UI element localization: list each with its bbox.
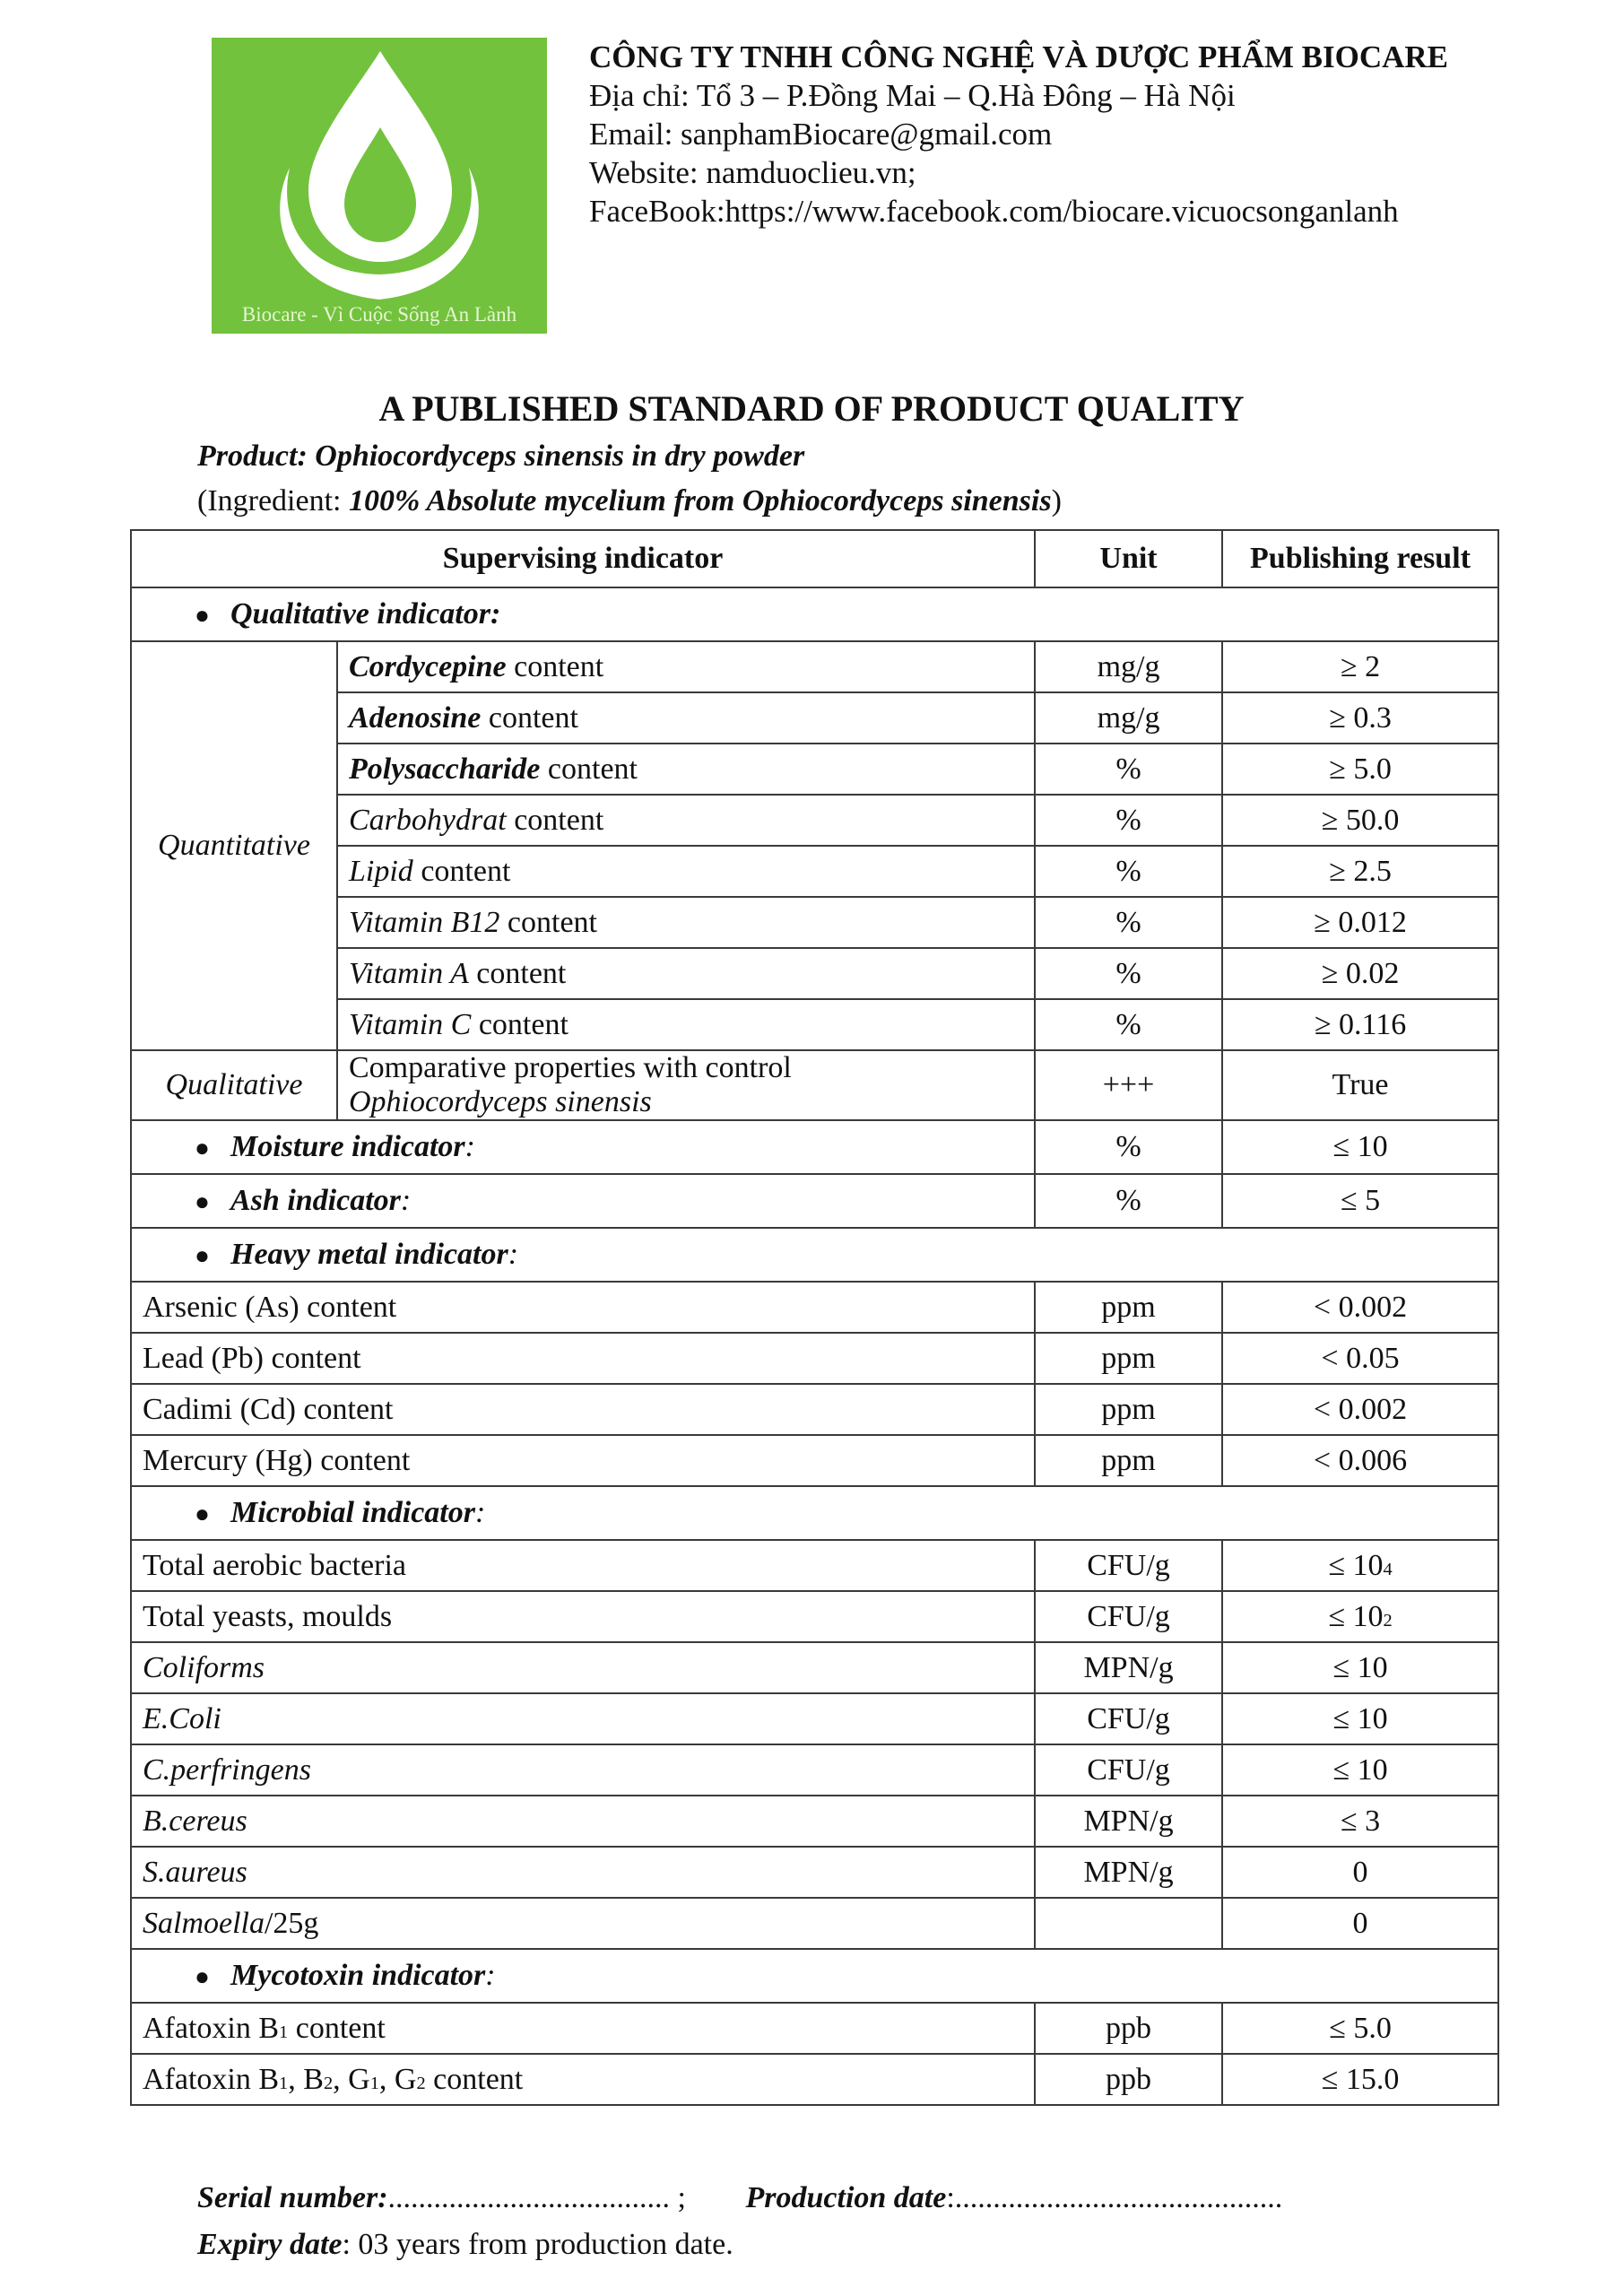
unit-cell: CFU/g: [1035, 1693, 1222, 1744]
company-facebook: FaceBook:https://www.facebook.com/biocare.vicuocsonganlanh: [589, 194, 1399, 229]
result-cell: ≥ 2.5: [1222, 846, 1498, 897]
microbial-row: [131, 1591, 1498, 1642]
unit-cell: CFU/g: [1035, 1744, 1222, 1796]
indicator-name: E.Coli: [143, 1701, 221, 1735]
indicator-text: , G: [333, 2062, 370, 2096]
document-title: A PUBLISHED STANDARD OF PRODUCT QUALITY: [378, 388, 1245, 429]
ingredient-value: 100% Absolute mycelium from Ophiocordyceps sinensis: [349, 484, 1052, 517]
serial-production-line: [197, 2181, 1282, 2215]
moisture-result: ≤ 10: [1222, 1120, 1498, 1174]
table-header-row: [131, 530, 1498, 587]
section-label: Microbial indicator: [230, 1496, 475, 1529]
section-label: Ash indicator: [230, 1184, 401, 1217]
qualitative-description: [337, 1050, 1035, 1120]
unit-cell: mg/g: [1035, 692, 1222, 744]
indicator-text: , G: [378, 2062, 417, 2096]
unit-cell: %: [1035, 846, 1222, 897]
moisture-unit: %: [1035, 1120, 1222, 1174]
ingredient-line: [197, 484, 1062, 518]
unit-cell: CFU/g: [1035, 1540, 1222, 1591]
subscript: 1: [369, 2073, 379, 2093]
unit-cell: %: [1035, 897, 1222, 948]
microbial-row: [131, 1540, 1498, 1591]
section-heavy-metal: [131, 1228, 1498, 1282]
result-cell: [1222, 1796, 1498, 1847]
result-cell: [1222, 1642, 1498, 1693]
indicator-text: content: [425, 2062, 524, 2096]
indicator-name: Arsenic (As) content: [131, 1282, 1035, 1333]
subscript: 2: [323, 2073, 334, 2093]
indicator-name-cell: [131, 2054, 1035, 2105]
serial-label: Serial number:: [197, 2181, 388, 2214]
header-indicator: Supervising indicator: [131, 530, 1035, 587]
indicator-suffix: content: [540, 752, 638, 786]
bullet-icon: ●: [195, 1963, 210, 1991]
expiry-line: [197, 2228, 733, 2262]
indicator-name-cell: [337, 897, 1035, 948]
indicator-name: Adenosine: [349, 700, 482, 735]
company-info: [589, 38, 1448, 230]
heavy-metal-row: [131, 1384, 1498, 1435]
unit-cell: ppb: [1035, 2003, 1222, 2054]
unit-cell: [1035, 1898, 1222, 1949]
result-cell: ≥ 0.116: [1222, 999, 1498, 1050]
section-mycotoxin: [131, 1949, 1498, 2003]
water-drop-icon: [212, 38, 547, 334]
indicator-suffix: content: [506, 649, 604, 683]
bullet-icon: ●: [195, 602, 210, 630]
result-base: ≤ 10: [1328, 1548, 1384, 1582]
qualitative-row: [131, 1050, 1498, 1120]
indicator-suffix: content: [499, 905, 597, 939]
indicator-name-cell: [131, 1591, 1035, 1642]
mycotoxin-row: [131, 2003, 1498, 2054]
indicator-name: Coliforms: [143, 1650, 265, 1684]
company-logo: [212, 38, 547, 334]
indicator-name: Lead (Pb) content: [131, 1333, 1035, 1384]
result-cell: < 0.002: [1222, 1384, 1498, 1435]
unit-cell: ppb: [1035, 2054, 1222, 2105]
result-cell: ≥ 0.3: [1222, 692, 1498, 744]
result-cell: [1222, 1591, 1498, 1642]
quantitative-row: [131, 641, 1498, 692]
result-cell: < 0.006: [1222, 1435, 1498, 1486]
microbial-row: [131, 1847, 1498, 1898]
section-label: Mycotoxin indicator: [230, 1959, 486, 1992]
indicator-name: Salmoella: [143, 1906, 265, 1940]
expiry-label: Expiry date: [197, 2228, 343, 2261]
unit-cell: MPN/g: [1035, 1847, 1222, 1898]
indicator-name-cell: [131, 1847, 1035, 1898]
indicator-name: B.cereus: [143, 1804, 247, 1838]
result-cell: ≥ 5.0: [1222, 744, 1498, 795]
company-address: Địa chỉ: Tổ 3 – P.Đồng Mai – Q.Hà Đông – Hà Nội: [589, 78, 1236, 113]
indicator-name-cell: [337, 744, 1035, 795]
result-cell: ≥ 50.0: [1222, 795, 1498, 846]
serial-value: ..................................... ;: [387, 2181, 686, 2214]
result-base: ≤ 10: [1332, 1650, 1388, 1684]
indicator-name-cell: [131, 1642, 1035, 1693]
indicator-suffix: /25g: [264, 1906, 319, 1940]
indicator-name-cell: [131, 1898, 1035, 1949]
indicator-text: , B: [288, 2062, 324, 2096]
microbial-row: [131, 1642, 1498, 1693]
bullet-icon: ●: [195, 1188, 210, 1216]
indicator-name-cell: [337, 999, 1035, 1050]
section-colon: :: [508, 1238, 519, 1271]
result-exponent: 4: [1383, 1559, 1393, 1579]
unit-cell: mg/g: [1035, 641, 1222, 692]
result-base: ≤ 10: [1332, 1701, 1388, 1735]
result-cell: < 0.05: [1222, 1333, 1498, 1384]
result-cell: ≥ 0.02: [1222, 948, 1498, 999]
unit-cell: %: [1035, 948, 1222, 999]
result-cell: < 0.002: [1222, 1282, 1498, 1333]
company-name: CÔNG TY TNHH CÔNG NGHỆ VÀ DƯỢC PHẨM BIOCARE: [589, 39, 1449, 74]
production-value: :...........................................: [946, 2181, 1283, 2214]
heavy-metal-row: [131, 1435, 1498, 1486]
indicator-suffix: content: [471, 1007, 568, 1041]
result-base: 0: [1352, 1855, 1368, 1889]
unit-cell: %: [1035, 999, 1222, 1050]
unit-cell: ppm: [1035, 1333, 1222, 1384]
indicator-name: Mercury (Hg) content: [131, 1435, 1035, 1486]
section-moisture: [131, 1120, 1498, 1174]
result-base: ≤ 3: [1340, 1804, 1381, 1838]
bullet-icon: ●: [195, 1242, 210, 1270]
indicator-name-cell: [131, 1540, 1035, 1591]
quality-standard-table: [130, 529, 1499, 2106]
company-email: Email: sanphamBiocare@gmail.com: [589, 117, 1053, 152]
indicator-name-cell: [131, 2003, 1035, 2054]
indicator-name: Lipid: [349, 854, 413, 888]
quantitative-label: Quantitative: [131, 641, 337, 1050]
microbial-row: [131, 1744, 1498, 1796]
section-label: Moisture indicator: [230, 1130, 465, 1163]
result-cell: ≤ 15.0: [1222, 2054, 1498, 2105]
ingredient-close: ): [1051, 484, 1062, 517]
indicator-name: Afatoxin B: [143, 2062, 280, 2096]
result-cell: ≥ 2: [1222, 641, 1498, 692]
indicator-name: Cordycepine: [349, 649, 507, 683]
indicator-name: C.perfringens: [143, 1752, 311, 1787]
section-microbial: [131, 1486, 1498, 1540]
indicator-name: Vitamin C: [349, 1007, 472, 1041]
indicator-name-cell: [337, 641, 1035, 692]
indicator-suffix: content: [412, 854, 511, 888]
section-qualitative-indicator: [131, 587, 1498, 641]
indicator-name: S.aureus: [143, 1855, 247, 1889]
section-ash: [131, 1174, 1498, 1228]
indicator-name: Cadimi (Cd) content: [131, 1384, 1035, 1435]
section-colon: :: [464, 1130, 475, 1163]
qualitative-line2: Ophiocordyceps sinensis: [349, 1085, 652, 1118]
section-label: Heavy metal indicator: [230, 1238, 508, 1271]
indicator-name: Afatoxin B: [143, 2011, 280, 2045]
result-cell: ≥ 0.012: [1222, 897, 1498, 948]
indicator-name: Carbohydrat: [349, 803, 507, 837]
result-cell: [1222, 1744, 1498, 1796]
bullet-icon: ●: [195, 1500, 210, 1528]
indicator-name-cell: [337, 948, 1035, 999]
unit-cell: %: [1035, 795, 1222, 846]
mycotoxin-row: [131, 2054, 1498, 2105]
product-label: Product: [197, 439, 298, 473]
unit-cell: MPN/g: [1035, 1642, 1222, 1693]
microbial-row: [131, 1693, 1498, 1744]
unit-cell: MPN/g: [1035, 1796, 1222, 1847]
indicator-name-cell: [337, 692, 1035, 744]
qualitative-label: Qualitative: [131, 1050, 337, 1120]
indicator-suffix: content: [506, 803, 604, 837]
microbial-row: [131, 1898, 1498, 1949]
production-label: Production date: [745, 2181, 947, 2214]
subscript: 1: [279, 2073, 289, 2093]
subscript: 1: [279, 2022, 289, 2042]
section-label: Qualitative indicator:: [230, 597, 501, 631]
microbial-row: [131, 1796, 1498, 1847]
indicator-name: Vitamin B12: [349, 905, 500, 939]
result-cell: [1222, 1693, 1498, 1744]
qualitative-line1: Comparative properties with control: [349, 1051, 792, 1084]
unit-cell: ppm: [1035, 1282, 1222, 1333]
section-colon: :: [474, 1496, 486, 1529]
indicator-name-cell: [337, 795, 1035, 846]
result-cell: [1222, 1847, 1498, 1898]
unit-cell: %: [1035, 744, 1222, 795]
indicator-name-cell: [131, 1693, 1035, 1744]
indicator-name: Total aerobic bacteria: [143, 1548, 406, 1582]
header-unit: Unit: [1035, 530, 1222, 587]
qualitative-unit: +++: [1035, 1050, 1222, 1120]
result-cell: ≤ 5.0: [1222, 2003, 1498, 2054]
ingredient-open: (Ingredient:: [197, 484, 349, 517]
header-result: Publishing result: [1222, 530, 1498, 587]
bullet-icon: ●: [195, 1135, 210, 1162]
qualitative-result: True: [1222, 1050, 1498, 1120]
company-website: Website: namduoclieu.vn;: [589, 155, 916, 190]
product-line: [197, 439, 804, 474]
section-colon: :: [485, 1959, 496, 1992]
unit-cell: ppm: [1035, 1435, 1222, 1486]
subscript: 2: [416, 2073, 426, 2093]
indicator-text: content: [288, 2011, 386, 2045]
heavy-metal-row: [131, 1333, 1498, 1384]
heavy-metal-row: [131, 1282, 1498, 1333]
logo-caption: Biocare - Vì Cuộc Sống An Lành: [241, 303, 517, 326]
product-value: : Ophiocordyceps sinensis in dry powder: [297, 439, 805, 473]
result-base: ≤ 10: [1332, 1752, 1388, 1787]
indicator-suffix: content: [481, 700, 578, 735]
indicator-suffix: content: [468, 956, 567, 990]
result-base: ≤ 10: [1328, 1599, 1384, 1633]
indicator-name-cell: [337, 846, 1035, 897]
section-colon: :: [400, 1184, 412, 1217]
indicator-name-cell: [131, 1796, 1035, 1847]
expiry-value: : 03 years from production date.: [342, 2228, 733, 2261]
indicator-name: Polysaccharide: [349, 752, 541, 786]
unit-cell: ppm: [1035, 1384, 1222, 1435]
unit-cell: CFU/g: [1035, 1591, 1222, 1642]
indicator-name-cell: [131, 1744, 1035, 1796]
indicator-name: Total yeasts, moulds: [143, 1599, 393, 1633]
ash-unit: %: [1035, 1174, 1222, 1228]
result-cell: [1222, 1898, 1498, 1949]
ash-result: ≤ 5: [1222, 1174, 1498, 1228]
indicator-name: Vitamin A: [349, 956, 469, 990]
result-exponent: 2: [1383, 1610, 1393, 1631]
result-cell: [1222, 1540, 1498, 1591]
result-base: 0: [1352, 1906, 1368, 1940]
